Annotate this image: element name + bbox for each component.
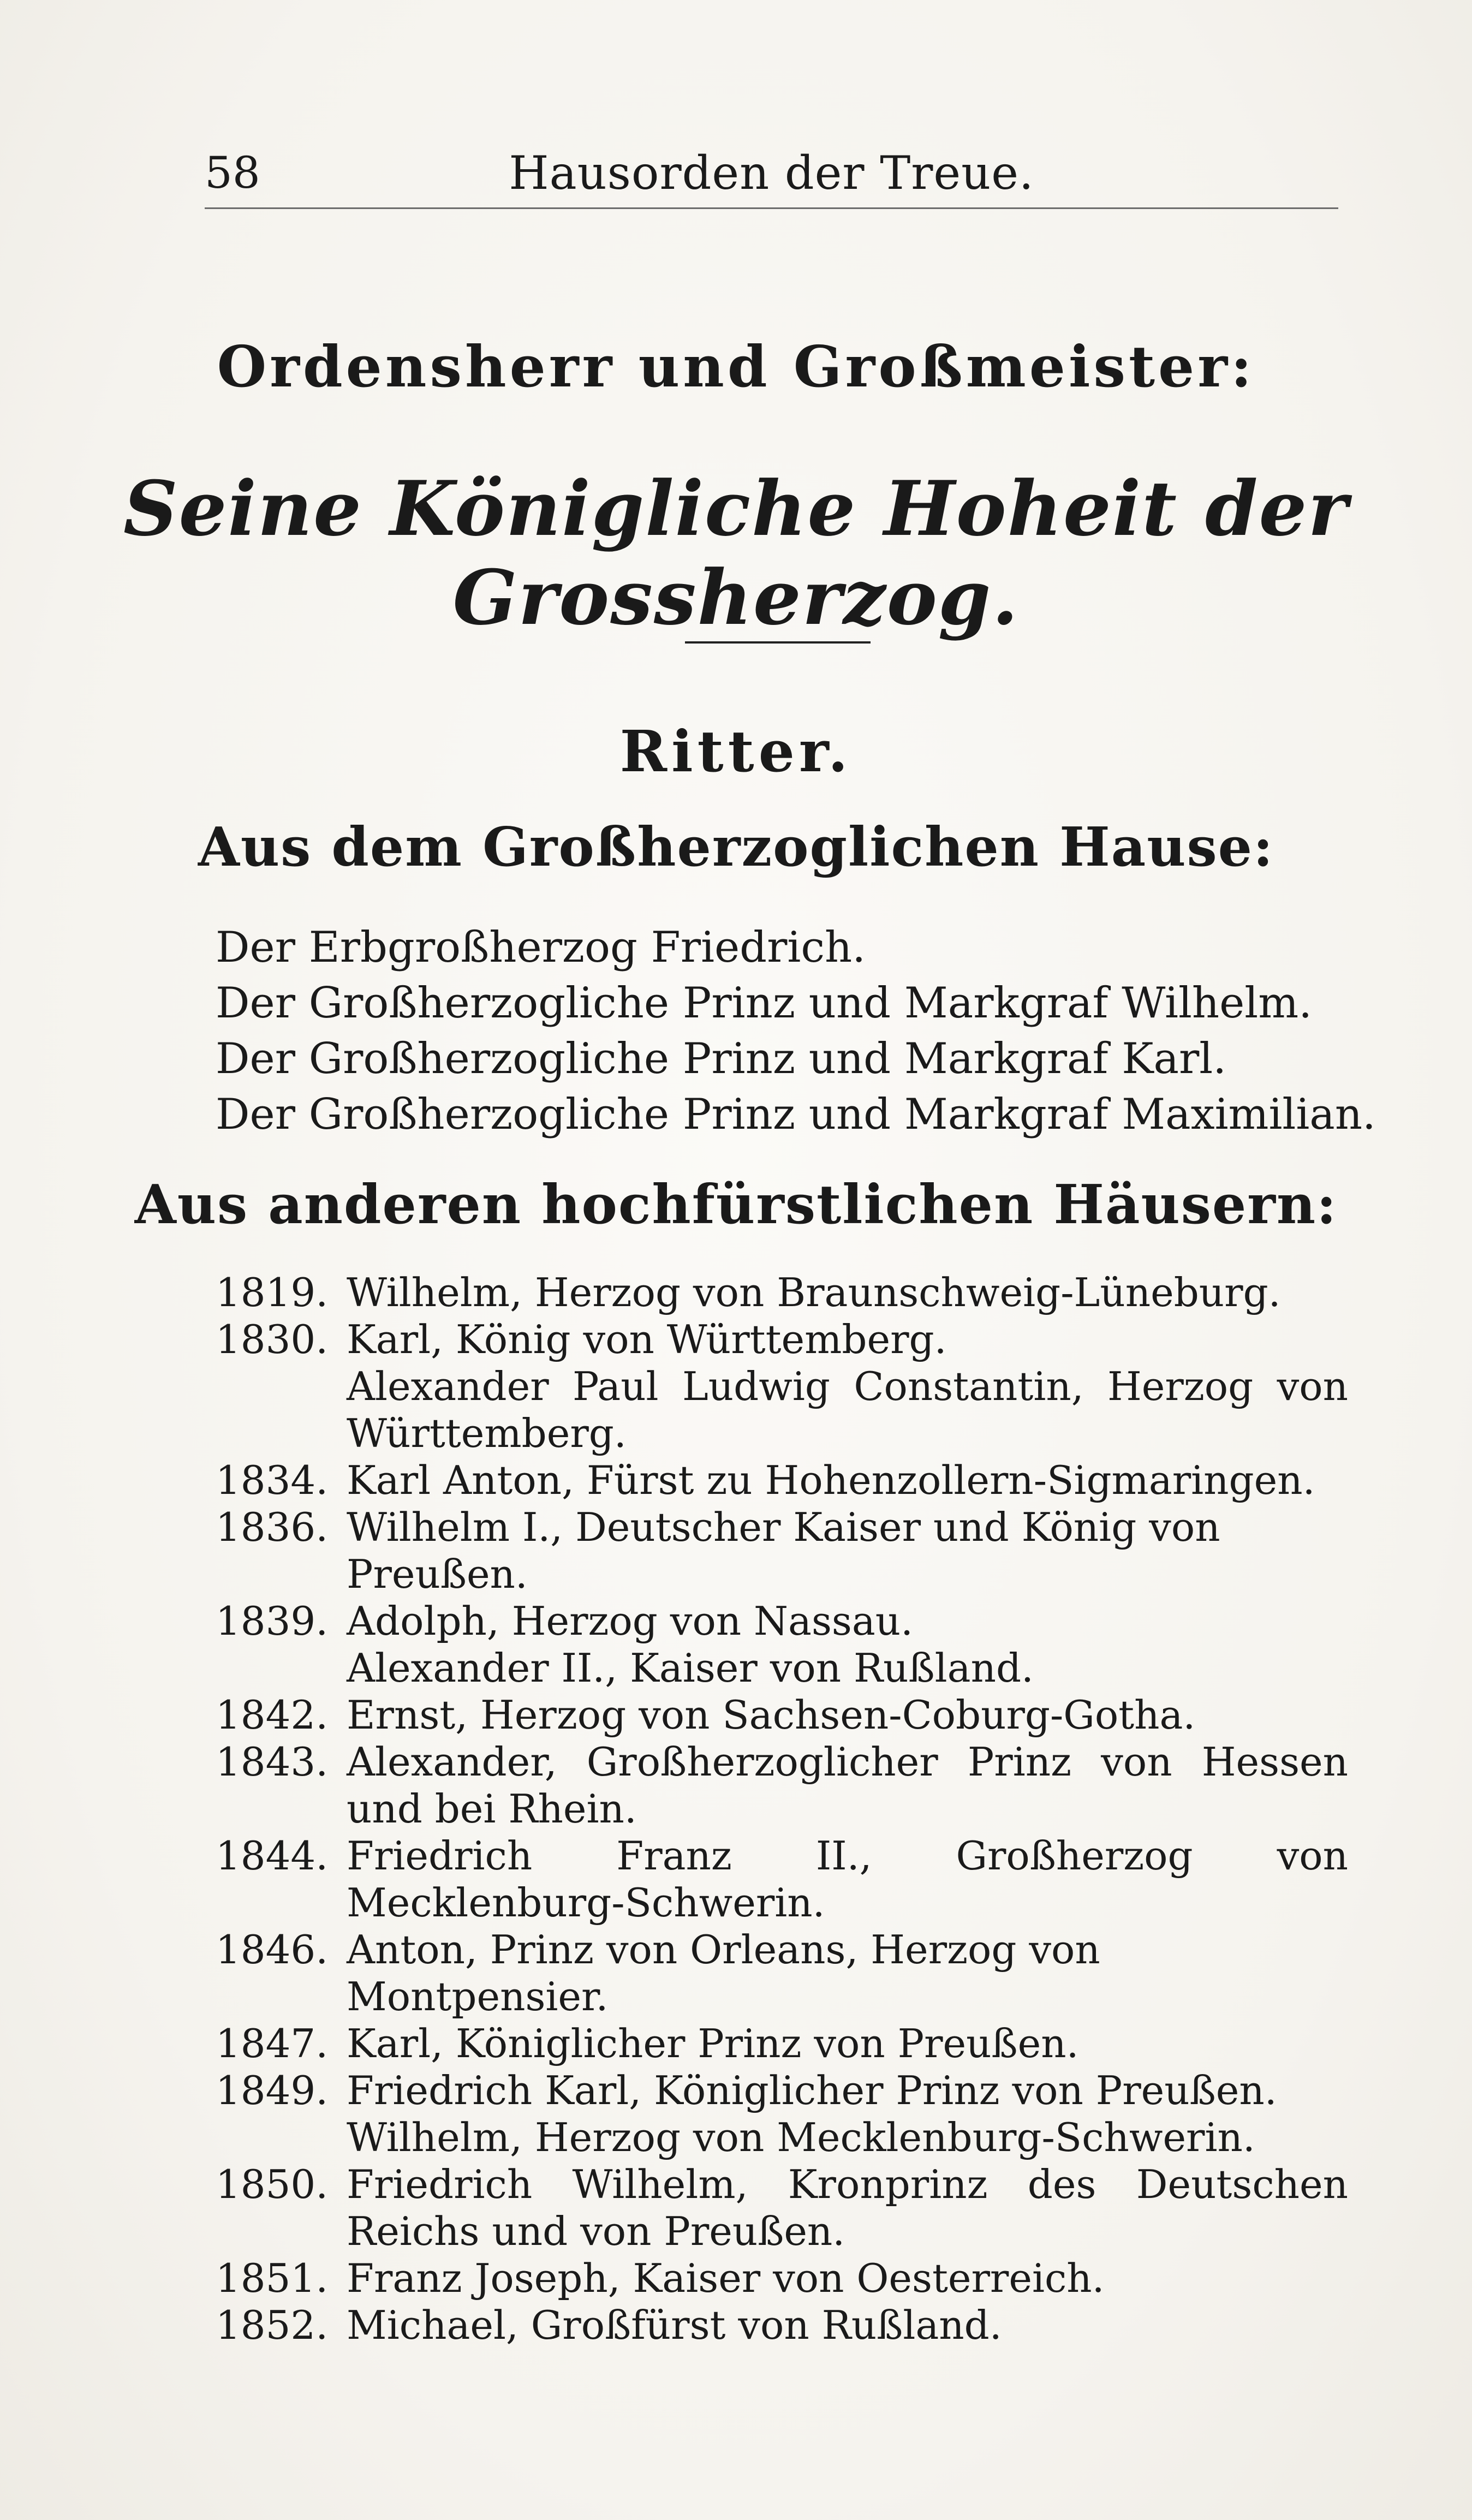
center-divider [685, 641, 871, 644]
entry-year: 1830. [216, 1316, 329, 1362]
entry-name: Friedrich Franz II., Großherzog von Mecklenburg-Schwerin. [347, 1833, 1348, 1926]
entry-name: Karl, König von Württemberg. [347, 1316, 947, 1362]
entry-name: Karl, Königlicher Prinz von Preußen. [347, 2021, 1079, 2066]
grossherzoglich-list [216, 920, 1376, 1142]
knight-entry [216, 1316, 1348, 1363]
list-item: Der Großherzogliche Prinz und Markgraf Maximilian. [216, 1090, 1376, 1139]
entry-name: Karl Anton, Fürst zu Hohenzollern-Sigmaringen. [347, 1457, 1315, 1503]
entry-year: 1839. [216, 1598, 329, 1644]
entry-name: Wilhelm, Herzog von Braunschweig-Lüneburg. [347, 1270, 1281, 1315]
knight-entry [216, 1645, 1348, 1691]
knight-entries [216, 1269, 1348, 2349]
knight-entry [216, 1457, 1348, 1504]
entry-year [216, 2114, 347, 2161]
entry-year: 1852. [216, 2302, 329, 2348]
knight-entry [216, 2067, 1348, 2114]
section-heading-hochfuerstlich: Aus anderen hochfürstlichen Häusern: [134, 1173, 1338, 1236]
entry-name: Ernst, Herzog von Sachsen-Coburg-Gotha. [347, 1692, 1196, 1738]
entry-name: Alexander, Großherzoglicher Prinz von Hessen und bei Rhein. [347, 1739, 1348, 1832]
knight-entry [216, 1269, 1348, 1316]
entry-name: Wilhelm, Herzog von Mecklenburg-Schwerin. [347, 2114, 1255, 2160]
header-rule [205, 207, 1338, 209]
entry-year: 1834. [216, 1457, 329, 1503]
list-item: Der Großherzogliche Prinz und Markgraf Karl. [216, 1034, 1227, 1083]
knight-entry [216, 1738, 1348, 1832]
entry-year: 1846. [216, 1927, 329, 1973]
entry-name: Alexander II., Kaiser von Rußland. [347, 1645, 1034, 1691]
entry-year: 1836. [216, 1504, 329, 1550]
entry-year: 1850. [216, 2161, 329, 2207]
page-number: 58 [205, 147, 260, 198]
ordensherr-heading: Ordensherr und Großmeister: [217, 333, 1255, 400]
entry-name: Alexander Paul Ludwig Constantin, Herzog von Württemberg. [347, 1363, 1348, 1456]
entry-name: Michael, Großfürst von Rußland. [347, 2302, 1002, 2348]
entry-name: Franz Joseph, Kaiser von Oesterreich. [347, 2255, 1105, 2301]
knight-entry [216, 2255, 1348, 2302]
knight-entry [216, 2114, 1348, 2161]
knight-entry [216, 1691, 1348, 1738]
knight-entry [216, 2161, 1348, 2255]
knight-entry [216, 1363, 1348, 1457]
entry-name: Anton, Prinz von Orleans, Herzog von Montpensier. [347, 1927, 1100, 2019]
entry-name: Adolph, Herzog von Nassau. [347, 1598, 914, 1644]
entry-year: 1847. [216, 2021, 329, 2066]
knight-entry [216, 1598, 1348, 1645]
section-heading-grossherzoglich: Aus dem Großherzoglichen Hause: [198, 816, 1274, 879]
entry-year: 1844. [216, 1833, 329, 1879]
list-item: Der Großherzogliche Prinz und Markgraf Wilhelm. [216, 979, 1312, 1028]
running-head [205, 136, 1338, 202]
knight-entry [216, 2302, 1348, 2349]
entry-year [216, 1645, 347, 1691]
knight-entry [216, 1504, 1348, 1598]
grossherzog-title: Seine Königliche Hoheit der Grossherzog. [123, 464, 1349, 642]
entry-name: Friedrich Wilhelm, Kronprinz des Deutschen Reichs und von Preußen. [347, 2161, 1348, 2254]
running-title: Hausorden der Treue. [509, 146, 1034, 200]
entry-year: 1849. [216, 2068, 329, 2113]
list-item: Der Erbgroßherzog Friedrich. [216, 923, 866, 972]
entry-year: 1842. [216, 1692, 329, 1738]
entry-name: Friedrich Karl, Königlicher Prinz von Preußen. [347, 2068, 1277, 2113]
entry-year: 1819. [216, 1270, 329, 1315]
entry-name: Wilhelm I., Deutscher Kaiser und König von Preußen. [347, 1504, 1220, 1597]
entry-year: 1843. [216, 1739, 329, 1785]
entry-year: 1851. [216, 2255, 329, 2301]
entry-year [216, 1363, 347, 1457]
knight-entry [216, 1926, 1348, 2020]
ritter-heading: Ritter. [619, 718, 853, 785]
knight-entry [216, 1832, 1348, 1926]
knight-entry [216, 2020, 1348, 2067]
